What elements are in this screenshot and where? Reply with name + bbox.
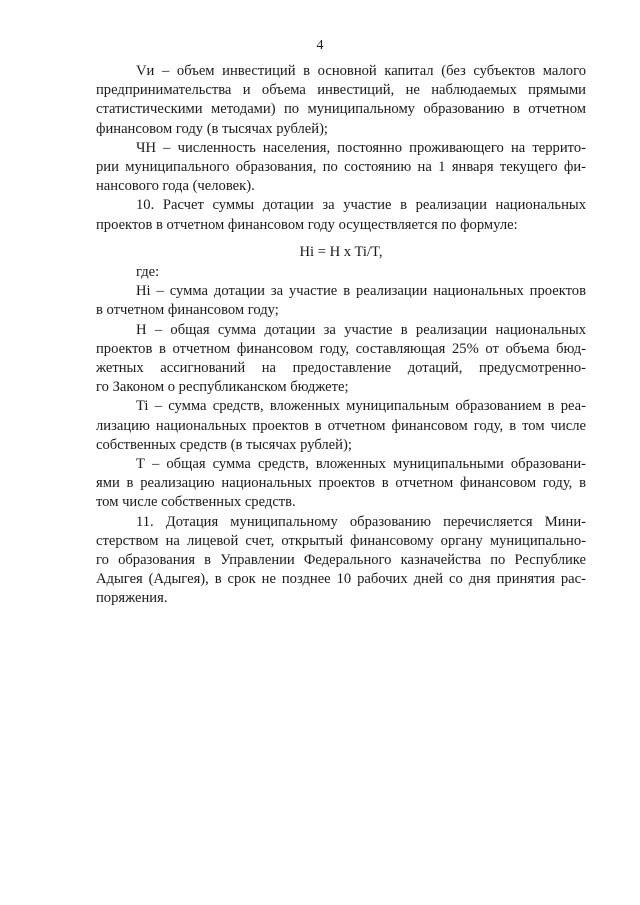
- text-line: Ti – сумма средств, вложенных муниципальным образованием в реа-: [136, 398, 586, 415]
- text-line: поряжения.: [96, 590, 168, 607]
- text-line: собственных средств (в тысячах рублей);: [96, 436, 352, 453]
- text-line: ЧН – численность населения, постоянно проживающего на террито-: [136, 139, 586, 156]
- text-line: предпринимательства и объема инвестиций, не наблюдаемых прямыми: [96, 82, 586, 99]
- text-line: проектов в отчетном финансовом году, составляющая 25% от объема бюд-: [96, 340, 586, 357]
- text-line: 11. Дотация муниципальному образованию перечисляется Мини-: [136, 513, 586, 530]
- text-line: статистическими методами) по муниципальному образованию в отчетном: [96, 101, 586, 118]
- text-line: том числе собственных средств.: [96, 494, 296, 511]
- text-line: финансовом году (в тысячах рублей);: [96, 120, 328, 137]
- text-line: 10. Расчет суммы дотации за участие в реализации национальных: [136, 197, 586, 214]
- text-line: жетных ассигнований на предоставление дотаций, предусмотренно-: [96, 360, 586, 377]
- text-line: рии муниципального образования, по состоянию на 1 января текущего фи-: [96, 159, 586, 176]
- text-line: проектов в отчетном финансовом году осуществляется по формуле:: [96, 216, 518, 233]
- text-line: где:: [136, 264, 160, 281]
- text-line: го образования в Управлении Федерального казначейства по Республике: [96, 552, 586, 569]
- text-line: ями в реализацию национальных проектов в отчетном финансовом году, в: [96, 475, 586, 492]
- page-number: 4: [316, 38, 324, 53]
- text-line: нансового года (человек).: [96, 178, 255, 195]
- text-line: Vи – объем инвестиций в основной капитал (без субъектов малого: [136, 63, 586, 79]
- text-line: Адыгея (Адыгея), в срок не позднее 10 рабочих дней со дня принятия рас-: [96, 571, 586, 588]
- formula: Hi = H x Ti/T,: [299, 243, 383, 260]
- text-line: в отчетном финансовом году;: [96, 302, 279, 319]
- text-line: лизацию национальных проектов в отчетном финансовом году, в том числе: [96, 417, 586, 434]
- text-line: го Законом о республиканском бюджете;: [96, 379, 349, 396]
- text-line: стерством на лицевой счет, открытый финансовому органу муниципально-: [96, 532, 586, 549]
- text-line: Hi – сумма дотации за участие в реализации национальных проектов: [136, 283, 586, 300]
- document-body: [96, 62, 586, 609]
- text-line: Н – общая сумма дотации за участие в реализации национальных: [136, 321, 586, 338]
- text-line: Т – общая сумма средств, вложенных муниципальными образовани-: [136, 456, 586, 473]
